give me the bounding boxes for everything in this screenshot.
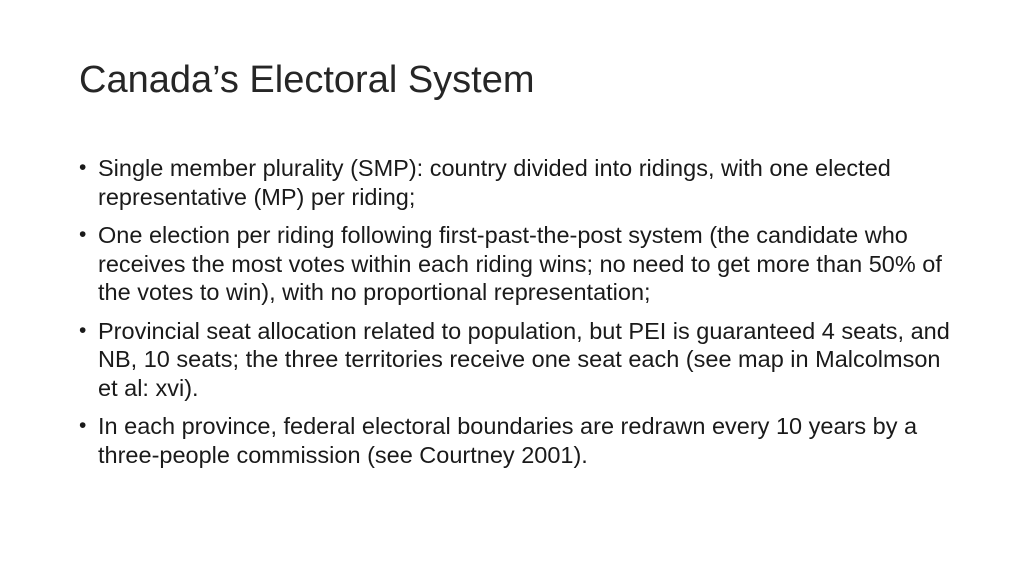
bullet-item — [79, 412, 959, 469]
slide-title: Canada’s Electoral System — [79, 59, 535, 101]
bullet-text: Single member plurality (SMP): country divided into ridings, with one elected representative (MP) per riding; — [98, 155, 891, 210]
bullet-item — [79, 317, 959, 403]
bullet-list — [79, 154, 959, 479]
bullet-dot-icon: • — [79, 223, 87, 246]
bullet-dot-icon: • — [79, 156, 87, 179]
bullet-item — [79, 154, 959, 211]
bullet-dot-icon: • — [79, 414, 87, 437]
bullet-text: Provincial seat allocation related to population, but PEI is guaranteed 4 seats, and NB, 10 seats; the three territories receive one seat each (see map in Malcolmson et al: xvi). — [98, 317, 950, 401]
bullet-dot-icon: • — [79, 318, 87, 342]
bullet-item — [79, 221, 959, 307]
bullet-text: One election per riding following first-past-the-post system (the candidate who receives the most votes within each riding wins; no need to get more than 50% of the votes to win), with no proportional representation; — [98, 222, 942, 305]
bullet-text: In each province, federal electoral boundaries are redrawn every 10 years by a three-people commission (see Courtney 2001). — [98, 413, 918, 468]
